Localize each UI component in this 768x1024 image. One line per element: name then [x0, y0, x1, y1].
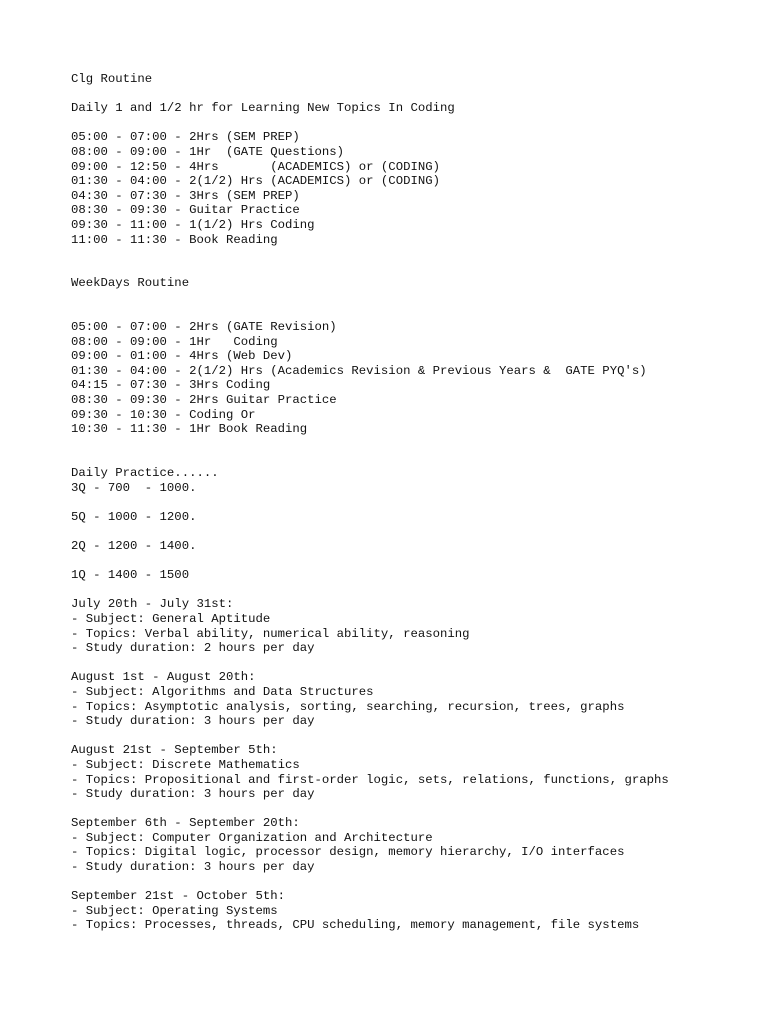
document-line: - Topics: Verbal ability, numerical ability, reasoning — [71, 626, 470, 641]
document-line: 09:30 - 10:30 - Coding Or — [71, 407, 256, 422]
document-line: 08:30 - 09:30 - 2Hrs Guitar Practice — [71, 393, 337, 408]
document-line: 08:00 - 09:00 - 1Hr Coding — [71, 334, 278, 349]
document-line: August 1st - August 20th: — [71, 670, 256, 685]
document-line — [71, 729, 761, 744]
document-line: - Study duration: 3 hours per day — [71, 714, 315, 729]
document-line — [71, 306, 761, 321]
document-line: 08:30 - 09:30 - Guitar Practice — [71, 203, 300, 218]
document-line: - Topics: Asymptotic analysis, sorting, searching, recursion, trees, graphs — [71, 699, 625, 714]
document-line: 09:00 - 01:00 - 4Hrs (Web Dev) — [71, 349, 293, 364]
document-line: 10:30 - 11:30 - 1Hr Book Reading — [71, 422, 308, 437]
document-line — [71, 291, 761, 306]
document-line: 11:00 - 11:30 - Book Reading — [71, 232, 278, 247]
document-line: 04:15 - 07:30 - 3Hrs Coding — [71, 378, 271, 393]
document-line: - Topics: Processes, threads, CPU scheduling, memory management, file systems — [71, 918, 640, 933]
document-line: - Topics: Digital logic, processor design, memory hierarchy, I/O interfaces — [71, 845, 625, 860]
document-line — [71, 437, 761, 452]
document-line: Daily Practice...... — [71, 466, 219, 481]
document-line: 09:00 - 12:50 - 4Hrs (ACADEMICS) or (CODING) — [71, 159, 440, 174]
document-line: - Study duration: 2 hours per day — [71, 641, 315, 656]
document-line: Daily 1 and 1/2 hr for Learning New Topics In Coding — [71, 101, 455, 116]
document-line: - Subject: Computer Organization and Architecture — [71, 830, 433, 845]
document-line — [71, 116, 761, 131]
document-line: 08:00 - 09:00 - 1Hr (GATE Questions) — [71, 144, 345, 159]
document-line: - Subject: General Aptitude — [71, 611, 271, 626]
document-line: WeekDays Routine — [71, 276, 190, 291]
document-line — [71, 247, 761, 262]
document-line: - Study duration: 3 hours per day — [71, 787, 315, 802]
document-line: Clg Routine — [71, 72, 153, 86]
document-text — [71, 72, 761, 933]
document-line: 04:30 - 07:30 - 3Hrs (SEM PREP) — [71, 188, 300, 203]
document-line: August 21st - September 5th: — [71, 743, 278, 758]
document-line — [71, 554, 761, 569]
document-line: 01:30 - 04:00 - 2(1/2) Hrs (ACADEMICS) or (CODING) — [71, 174, 440, 189]
document-line — [71, 495, 761, 510]
document-line: 05:00 - 07:00 - 2Hrs (SEM PREP) — [71, 130, 300, 145]
document-line: 01:30 - 04:00 - 2(1/2) Hrs (Academics Revision & Previous Years & GATE PYQ's) — [71, 363, 647, 378]
document-line — [71, 583, 761, 598]
document-line: 2Q - 1200 - 1400. — [71, 539, 197, 553]
document-line: - Subject: Algorithms and Data Structures — [71, 684, 374, 699]
document-line: September 21st - October 5th: — [71, 889, 286, 904]
document-line — [71, 87, 761, 102]
document-line: 09:30 - 11:00 - 1(1/2) Hrs Coding — [71, 217, 315, 232]
document-line — [71, 656, 761, 671]
document-line: 1Q - 1400 - 1500 — [71, 568, 190, 583]
document-line — [71, 262, 761, 277]
document-line: 5Q - 1000 - 1200. — [71, 509, 197, 524]
document-line: - Study duration: 3 hours per day — [71, 860, 315, 875]
document-line: July 20th - July 31st: — [71, 597, 234, 612]
document-line: September 6th - September 20th: — [71, 816, 300, 831]
document-line: 3Q - 700 - 1000. — [71, 480, 197, 495]
document-line: 05:00 - 07:00 - 2Hrs (GATE Revision) — [71, 320, 337, 335]
document-line — [71, 524, 761, 539]
document-line: - Topics: Propositional and first-order logic, sets, relations, functions, graphs — [71, 772, 669, 787]
document-line — [71, 802, 761, 817]
document-line: - Subject: Operating Systems — [71, 903, 278, 918]
document-line — [71, 875, 761, 890]
document-line: - Subject: Discrete Mathematics — [71, 757, 300, 772]
document-line — [71, 451, 761, 466]
